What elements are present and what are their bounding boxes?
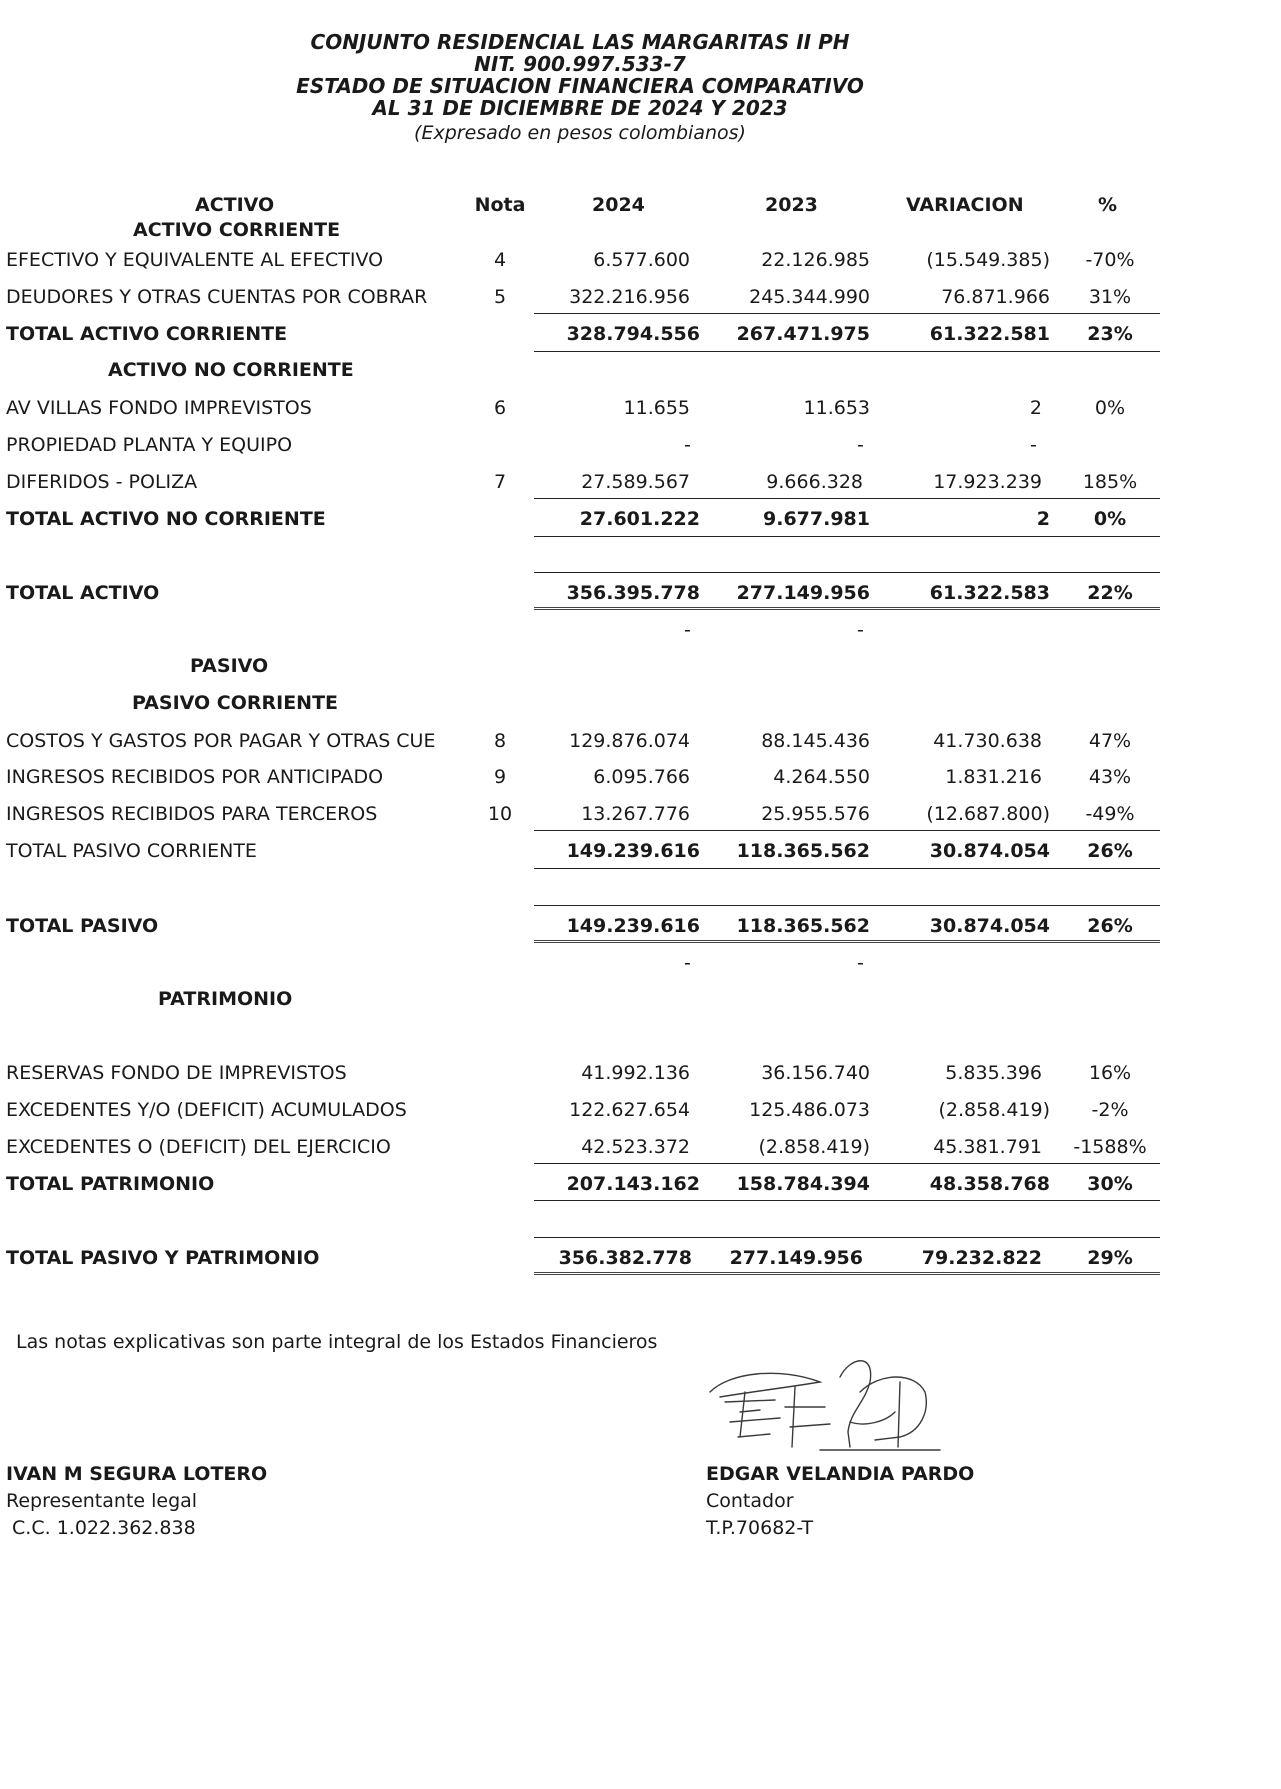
divider bbox=[534, 351, 1160, 352]
divider bbox=[534, 1200, 1160, 1201]
row-pct: 30% bbox=[1087, 1173, 1133, 1195]
row-2023: 118.365.562 bbox=[736, 915, 870, 937]
statement-date: AL 31 DE DICIEMBRE DE 2024 Y 2023 bbox=[372, 96, 788, 120]
row-2023: 9.677.981 bbox=[763, 508, 870, 530]
section-activo-corriente: ACTIVO CORRIENTE bbox=[133, 219, 341, 241]
col-header-activo: ACTIVO bbox=[195, 194, 275, 216]
row-pct: 0% bbox=[1093, 508, 1127, 530]
row-label: TOTAL PASIVO bbox=[6, 915, 159, 937]
row-label: TOTAL PASIVO Y PATRIMONIO bbox=[6, 1247, 320, 1269]
col-header-2024: 2024 bbox=[592, 194, 645, 216]
row-pct: -49% bbox=[1085, 803, 1135, 825]
dash-2023: - bbox=[857, 619, 864, 641]
row-pct: 43% bbox=[1088, 766, 1132, 788]
double-divider bbox=[534, 940, 1160, 943]
row-variacion: 5.835.396 bbox=[945, 1062, 1042, 1084]
divider bbox=[534, 1163, 1160, 1164]
row-label: TOTAL ACTIVO CORRIENTE bbox=[6, 323, 288, 345]
row-2023: 88.145.436 bbox=[761, 730, 870, 752]
row-nota: 10 bbox=[487, 803, 513, 825]
row-2024: 42.523.372 bbox=[581, 1136, 690, 1158]
row-nota: 9 bbox=[493, 766, 507, 788]
row-2023: 11.653 bbox=[803, 397, 870, 419]
section-pasivo-corriente: PASIVO CORRIENTE bbox=[132, 692, 339, 714]
dash-2024: - bbox=[684, 619, 691, 641]
col-header-nota: Nota bbox=[474, 194, 526, 216]
accountant-role: Contador bbox=[706, 1490, 794, 1512]
divider bbox=[534, 313, 1160, 314]
row-2023: 4.264.550 bbox=[773, 766, 870, 788]
divider bbox=[534, 1237, 1160, 1238]
row-pct: 29% bbox=[1087, 1247, 1133, 1269]
entity-nit: NIT. 900.997.533-7 bbox=[474, 52, 686, 76]
row-pct: 16% bbox=[1088, 1062, 1132, 1084]
row-variacion: 45.381.791 bbox=[933, 1136, 1042, 1158]
section-pasivo: PASIVO bbox=[190, 655, 269, 677]
section-activo-no-corriente: ACTIVO NO CORRIENTE bbox=[108, 359, 354, 381]
row-2023: - bbox=[857, 434, 864, 456]
row-2023: 125.486.073 bbox=[749, 1099, 870, 1121]
row-2024: 122.627.654 bbox=[569, 1099, 690, 1121]
row-label: RESERVAS FONDO DE IMPREVISTOS bbox=[6, 1062, 347, 1084]
row-label: DEUDORES Y OTRAS CUENTAS POR COBRAR bbox=[6, 286, 428, 308]
col-header-pct: % bbox=[1098, 194, 1118, 216]
row-2023: (2.858.419) bbox=[758, 1136, 870, 1158]
row-2023: 9.666.328 bbox=[766, 471, 863, 493]
row-2024: 356.382.778 bbox=[558, 1247, 692, 1269]
row-variacion: 61.322.581 bbox=[929, 323, 1050, 345]
dash-2023: - bbox=[857, 952, 864, 974]
row-variacion: 61.322.583 bbox=[929, 582, 1050, 604]
row-2023: 277.149.956 bbox=[736, 582, 870, 604]
row-2023: 36.156.740 bbox=[761, 1062, 870, 1084]
row-pct: 23% bbox=[1087, 323, 1133, 345]
accountant-id: T.P.70682-T bbox=[706, 1517, 814, 1539]
row-label: EFECTIVO Y EQUIVALENTE AL EFECTIVO bbox=[6, 249, 384, 271]
row-variacion: 79.232.822 bbox=[921, 1247, 1042, 1269]
divider bbox=[534, 572, 1160, 573]
footer-note: Las notas explicativas son parte integral de los Estados Financieros bbox=[16, 1331, 658, 1353]
section-patrimonio: PATRIMONIO bbox=[158, 988, 293, 1010]
divider bbox=[534, 830, 1160, 831]
row-pct: 26% bbox=[1087, 840, 1133, 862]
row-nota: 8 bbox=[493, 730, 507, 752]
signature-image bbox=[700, 1352, 960, 1467]
row-2023: 22.126.985 bbox=[761, 249, 870, 271]
row-label: INGRESOS RECIBIDOS POR ANTICIPADO bbox=[6, 766, 384, 788]
row-2024: 27.601.222 bbox=[579, 508, 700, 530]
row-label: AV VILLAS FONDO IMPREVISTOS bbox=[6, 397, 312, 419]
row-2024: 356.395.778 bbox=[566, 582, 700, 604]
row-label: COSTOS Y GASTOS POR PAGAR Y OTRAS CUE bbox=[6, 730, 436, 752]
row-label: EXCEDENTES Y/O (DEFICIT) ACUMULADOS bbox=[6, 1099, 407, 1121]
legal-rep-name: IVAN M SEGURA LOTERO bbox=[6, 1463, 268, 1485]
row-variacion: 76.871.966 bbox=[941, 286, 1050, 308]
row-pct: -1588% bbox=[1073, 1136, 1147, 1158]
row-variacion: 17.923.239 bbox=[933, 471, 1042, 493]
row-nota: 6 bbox=[493, 397, 507, 419]
divider bbox=[534, 536, 1160, 537]
row-2023: 118.365.562 bbox=[736, 840, 870, 862]
row-label: TOTAL PATRIMONIO bbox=[6, 1173, 215, 1195]
row-2024: 322.216.956 bbox=[569, 286, 690, 308]
row-variacion: (12.687.800) bbox=[926, 803, 1050, 825]
row-2024: 11.655 bbox=[623, 397, 690, 419]
row-variacion: 30.874.054 bbox=[929, 840, 1050, 862]
row-label: DIFERIDOS - POLIZA bbox=[6, 471, 198, 493]
row-variacion: 41.730.638 bbox=[933, 730, 1042, 752]
double-divider bbox=[534, 1272, 1160, 1275]
entity-name: CONJUNTO RESIDENCIAL LAS MARGARITAS II PH bbox=[310, 30, 850, 54]
row-pct: 22% bbox=[1087, 582, 1133, 604]
row-2023: 267.471.975 bbox=[736, 323, 870, 345]
dash-2024: - bbox=[684, 952, 691, 974]
row-2024: - bbox=[684, 434, 691, 456]
row-variacion: 48.358.768 bbox=[929, 1173, 1050, 1195]
row-nota: 4 bbox=[493, 249, 507, 271]
row-variacion: 2 bbox=[1029, 397, 1042, 419]
row-variacion: (2.858.419) bbox=[938, 1099, 1050, 1121]
row-2024: 41.992.136 bbox=[581, 1062, 690, 1084]
row-pct: 26% bbox=[1087, 915, 1133, 937]
row-nota: 5 bbox=[493, 286, 507, 308]
row-2023: 277.149.956 bbox=[729, 1247, 863, 1269]
divider bbox=[534, 905, 1160, 906]
row-label: INGRESOS RECIBIDOS PARA TERCEROS bbox=[6, 803, 378, 825]
row-2024: 129.876.074 bbox=[569, 730, 690, 752]
row-nota: 7 bbox=[493, 471, 507, 493]
divider bbox=[534, 498, 1160, 499]
row-variacion: (15.549.385) bbox=[926, 249, 1050, 271]
currency-note: (Expresado en pesos colombianos) bbox=[414, 122, 746, 144]
legal-rep-id: C.C. 1.022.362.838 bbox=[6, 1517, 196, 1539]
row-pct: -2% bbox=[1091, 1099, 1129, 1121]
row-2024: 149.239.616 bbox=[566, 915, 700, 937]
row-label: PROPIEDAD PLANTA Y EQUIPO bbox=[6, 434, 293, 456]
row-pct: 0% bbox=[1094, 397, 1126, 419]
row-variacion: 1.831.216 bbox=[945, 766, 1042, 788]
row-2024: 27.589.567 bbox=[581, 471, 690, 493]
row-2024: 6.095.766 bbox=[593, 766, 690, 788]
row-label: TOTAL ACTIVO bbox=[6, 582, 160, 604]
row-variacion: 2 bbox=[1036, 508, 1050, 530]
statement-title: ESTADO DE SITUACION FINANCIERA COMPARATIVO bbox=[296, 74, 864, 98]
row-pct: -70% bbox=[1085, 249, 1135, 271]
col-header-2023: 2023 bbox=[765, 194, 818, 216]
legal-rep-role: Representante legal bbox=[6, 1490, 198, 1512]
divider bbox=[534, 868, 1160, 869]
row-label: TOTAL ACTIVO NO CORRIENTE bbox=[6, 508, 326, 530]
row-2024: 207.143.162 bbox=[566, 1173, 700, 1195]
row-2023: 245.344.990 bbox=[749, 286, 870, 308]
double-divider bbox=[534, 607, 1160, 610]
row-pct: 47% bbox=[1088, 730, 1132, 752]
row-2024: 328.794.556 bbox=[566, 323, 700, 345]
row-label: TOTAL PASIVO CORRIENTE bbox=[6, 840, 257, 862]
row-pct: 185% bbox=[1082, 471, 1138, 493]
row-2023: 25.955.576 bbox=[761, 803, 870, 825]
row-2024: 13.267.776 bbox=[581, 803, 690, 825]
row-label: EXCEDENTES O (DEFICIT) DEL EJERCICIO bbox=[6, 1136, 391, 1158]
row-2024: 6.577.600 bbox=[593, 249, 690, 271]
row-pct: 31% bbox=[1088, 286, 1132, 308]
accountant-name: EDGAR VELANDIA PARDO bbox=[706, 1463, 975, 1485]
col-header-variacion: VARIACION bbox=[906, 194, 1024, 216]
row-2024: 149.239.616 bbox=[566, 840, 700, 862]
row-variacion: - bbox=[1030, 434, 1037, 456]
row-2023: 158.784.394 bbox=[736, 1173, 870, 1195]
row-variacion: 30.874.054 bbox=[929, 915, 1050, 937]
